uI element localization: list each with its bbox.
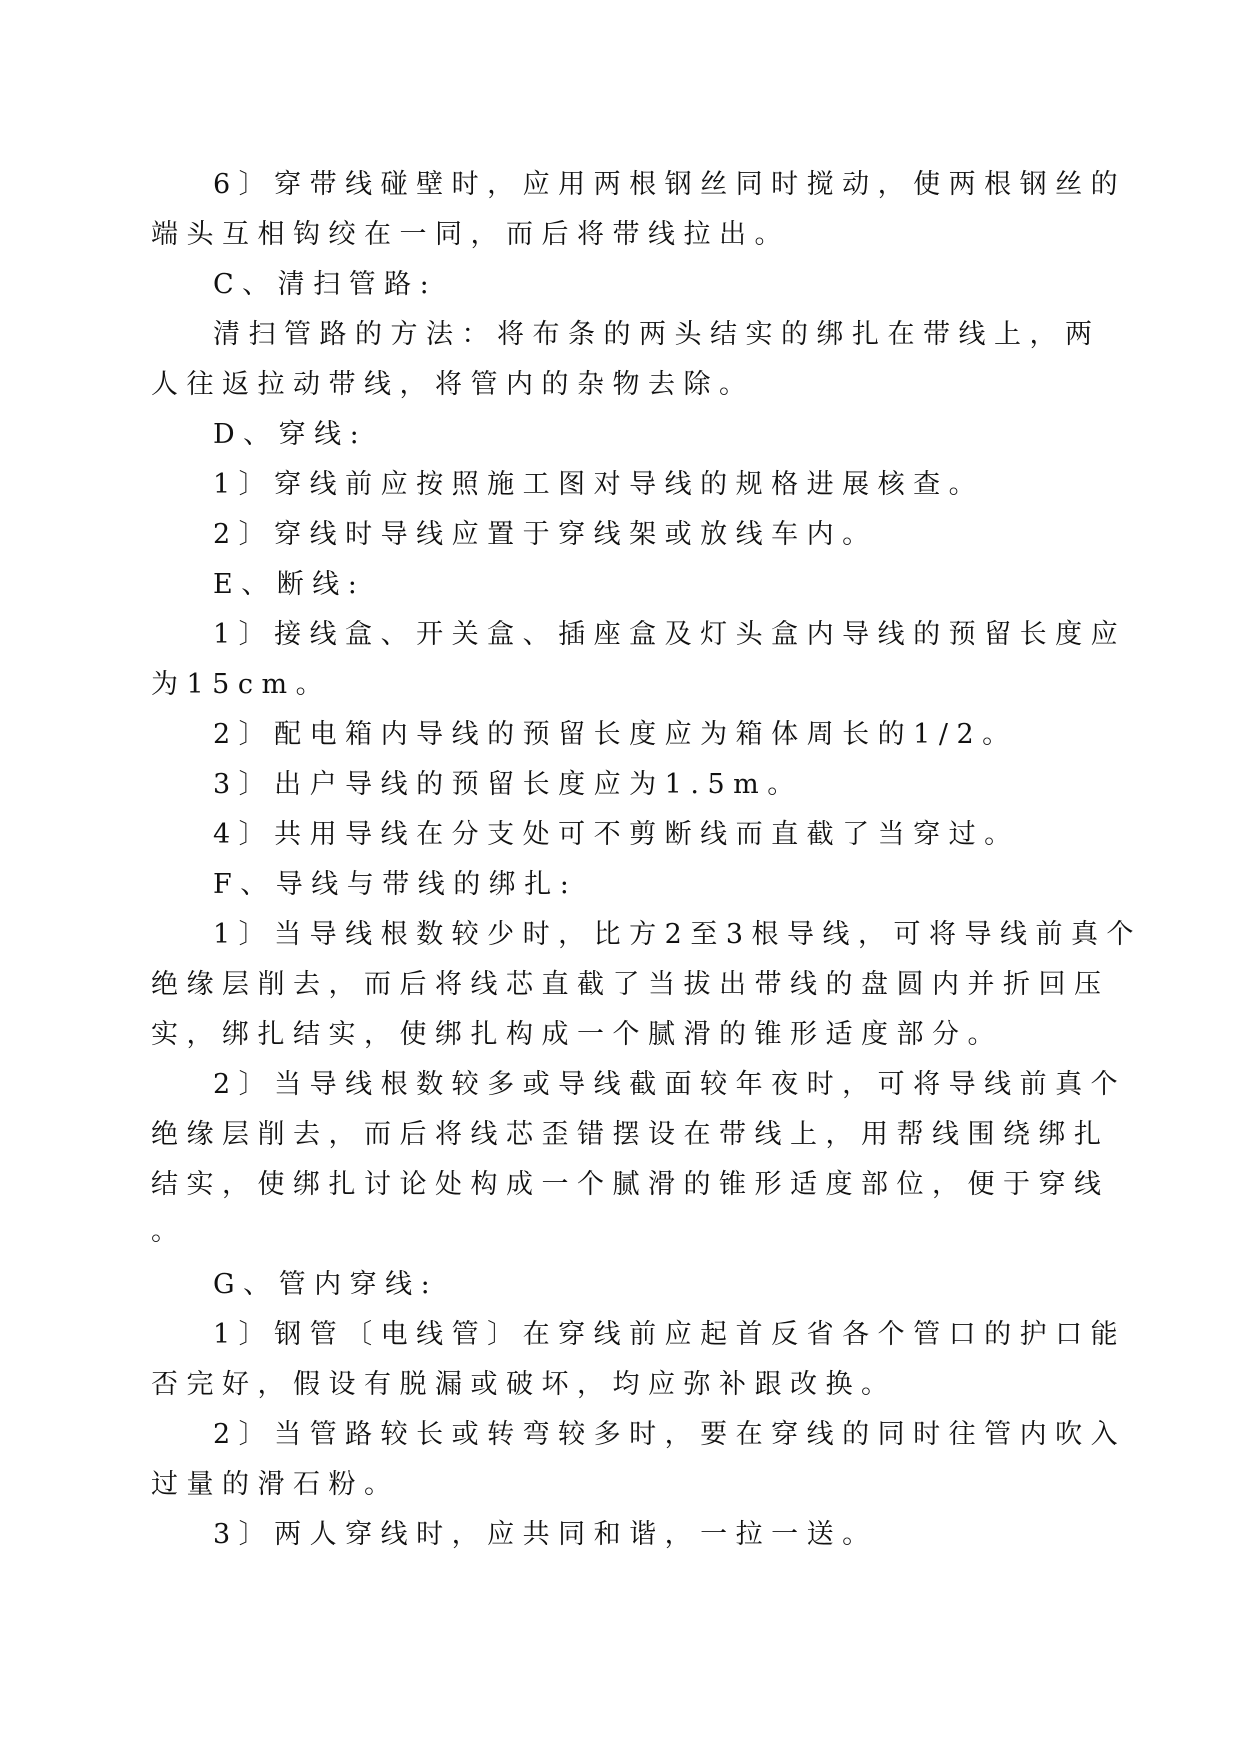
text-line: 否完好，假设有脱漏或破坏，均应弥补跟改换。 <box>151 1369 897 1400</box>
text-line: 。 <box>151 1216 187 1247</box>
text-line: 2〕穿线时导线应置于穿线架或放线车内。 <box>213 519 878 550</box>
section-heading-f: F、导线与带线的绑扎: <box>213 869 578 900</box>
section-heading-c: C、清扫管路: <box>213 269 438 300</box>
text-line: 清扫管路的方法：将布条的两头结实的绑扎在带线上，两 <box>213 319 1101 350</box>
text-line: 端头互相钩绞在一同，而后将带线拉出。 <box>151 219 790 250</box>
section-heading-d: D、穿线: <box>213 419 368 450</box>
text-line: 3〕出户导线的预留长度应为1.5m。 <box>213 769 803 800</box>
text-line: 1〕当导线根数较少时，比方2至3根导线，可将导线前真个 <box>213 919 1143 950</box>
text-line: 3〕两人穿线时，应共同和谐，一拉一送。 <box>213 1519 878 1550</box>
text-line: 1〕穿线前应按照施工图对导线的规格进展核查。 <box>213 469 985 500</box>
section-heading-e: E、断线: <box>213 569 366 600</box>
text-line: 人往返拉动带线，将管内的杂物去除。 <box>151 369 755 400</box>
section-heading-g: G、管内穿线: <box>213 1269 439 1300</box>
text-line: 绝缘层削去，而后将线芯直截了当拔出带线的盘圆内并折回压 <box>151 969 1110 1000</box>
text-line: 绝缘层削去，而后将线芯歪错摆设在带线上，用帮线围绕绑扎 <box>151 1119 1110 1150</box>
text-line: 2〕配电箱内导线的预留长度应为箱体周长的1/2。 <box>213 719 1018 750</box>
text-line: 2〕当导线根数较多或导线截面较年夜时，可将导线前真个 <box>213 1069 1127 1100</box>
text-line: 实，绑扎结实，使绑扎构成一个腻滑的锥形适度部分。 <box>151 1019 1003 1050</box>
text-line: 结实，使绑扎讨论处构成一个腻滑的锥形适度部位，便于穿线 <box>151 1169 1110 1200</box>
text-line: 6〕穿带线碰壁时，应用两根钢丝同时搅动，使两根钢丝的 <box>213 169 1127 200</box>
text-line: 过量的滑石粉。 <box>151 1469 400 1500</box>
text-line: 1〕接线盒、开关盒、插座盒及灯头盒内导线的预留长度应 <box>213 619 1127 650</box>
text-line: 为15cm。 <box>151 669 332 700</box>
text-line: 2〕当管路较长或转弯较多时，要在穿线的同时往管内吹入 <box>213 1419 1127 1450</box>
text-line: 1〕钢管〔电线管〕在穿线前应起首反省各个管口的护口能 <box>213 1319 1127 1350</box>
text-line: 4〕共用导线在分支处可不剪断线而直截了当穿过。 <box>213 819 1020 850</box>
